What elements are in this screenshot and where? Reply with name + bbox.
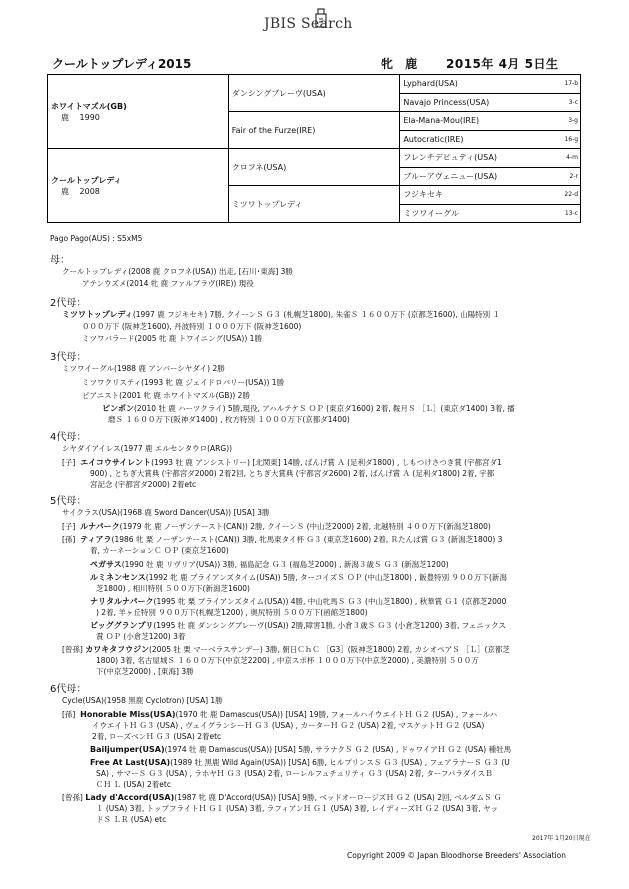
- horse-link[interactable]: Free At Last(USA): [90, 758, 171, 767]
- pedigree-table: [47, 74, 581, 223]
- g3-name: フレンチデピュティ(USA): [403, 153, 497, 163]
- ss-cell[interactable]: [228, 75, 400, 112]
- line-text: (1993 牡 鹿 アンシストリー) [北関東] 14勝, ばんげ賞 Ａ (足利ダ1800) , しもつけさつき賞 (宇都宮ダ1: [151, 458, 502, 467]
- pedigree-line: [90, 572, 507, 583]
- horse-link[interactable]: Honorable Miss(USA): [80, 710, 176, 719]
- tag-great-grandchild: [曾孫]: [62, 645, 83, 654]
- tag-grandchild: [孫]: [62, 710, 76, 719]
- pedigree-line: [62, 709, 497, 720]
- g3-name: フジキセキ: [403, 190, 444, 200]
- pedigree-line: [62, 309, 500, 320]
- family-code: 16-g: [562, 130, 580, 149]
- family-code: 22-d: [562, 186, 580, 205]
- family-code: 3-c: [562, 93, 580, 112]
- pedigree-line: 着, カーネーションＣ ＯＰ (東京芝1600): [90, 546, 229, 555]
- sire-info: 鹿 1990: [61, 112, 100, 122]
- dam-info: 鹿 2008: [61, 186, 100, 196]
- horse-link[interactable]: カワキタフウジン: [85, 645, 149, 654]
- line-text: (2010 牡 鹿 ハーツクライ) 5勝,現役, アハルテケＳ ＯＰ (東京ダ1600) 2着, 鞍月Ｓ ［Ｌ］(東京ダ1400) 3着, 播: [134, 404, 515, 413]
- pedigree-line: ドＳ ＬＲ (USA) etc: [96, 815, 167, 824]
- pedigree-line: [62, 521, 491, 532]
- horse-link[interactable]: ミツワトップレディ: [62, 310, 133, 319]
- pedigree-line: 2着, ローズベンＨ Ｇ３ (USA) 2着etc: [92, 732, 222, 741]
- horse-link[interactable]: ティアラ: [80, 535, 112, 544]
- pedigree-line: ０００万下 (阪神芝1600), 丹波特別 １０００万下 (阪神芝1600): [82, 322, 302, 331]
- line-text: (1997 鹿 フジキセキ) 7勝, クイーンＳ Ｇ３ (札幌芝1800), 朱雀Ｓ １６００万下 (京都芝1600), 山陽特別 １: [132, 310, 500, 319]
- jbis-logo: [264, 4, 374, 38]
- horse-link[interactable]: Lady d'Accord(USA): [85, 793, 175, 802]
- g3-cell[interactable]: [400, 149, 562, 168]
- line-text: (1989 牡 黒鹿 Wild Again(USA)) [USA] 6勝, ヒルプリンスＳ Ｇ３ (USA) , フェアラナーＳ Ｇ３ (U: [170, 758, 510, 767]
- section-4th-dam: 4代母：: [50, 432, 87, 443]
- family-code: 17-b: [562, 75, 580, 94]
- dam-cell[interactable]: [48, 149, 229, 223]
- line-text: (1990 牡 鹿 リヴリア(USA)) 3勝, 福島記念 Ｇ３ (福島芝2000) , 新潟３歳Ｓ Ｇ３ (新潟芝1200): [121, 560, 449, 569]
- pedigree-line: 900) , とちぎ大賞典 (宇都宮ダ2000) 2着2回, とちぎ大賞典 (宇都宮ダ2600) 2着, ばんげ賞 Ａ (足利ダ1800) 2着, 宇都: [90, 469, 495, 478]
- g3-cell[interactable]: [400, 186, 562, 205]
- inbreed-note: Pago Pago(AUS) : S5xM5: [50, 234, 143, 243]
- pedigree-line: 宮記念 (宇都宮ダ2000) 2着etc: [90, 480, 197, 489]
- pedigree-line: [90, 559, 449, 570]
- pedigree-line: [62, 457, 502, 468]
- sd-name: Fair of the Furze(IRE): [231, 125, 316, 135]
- pedigree-line: シヤダイアイレス(1977 鹿 エルセンタウロ(ARG)): [62, 444, 233, 453]
- pedigree-line: 磨Ｓ １６００万下(阪神ダ1400) , 枚方特別 １０００万下(京都ダ1400): [108, 415, 350, 424]
- g3-name: ブルーアヴェニュー(USA): [403, 171, 498, 181]
- pedigree-line: ＣＨ Ｌ (USA) 2着etc: [96, 780, 171, 789]
- pedigree-line: [102, 403, 515, 414]
- section-2nd-dam: 2代母：: [50, 298, 87, 309]
- g3-cell[interactable]: [400, 167, 562, 186]
- section-6th-dam: 6代母：: [50, 684, 87, 695]
- horse-link[interactable]: ビッググランプリ: [90, 621, 154, 630]
- tag-child: [子]: [62, 458, 76, 467]
- g3-cell[interactable]: [400, 75, 562, 94]
- line-text: (1986 牝 栗 ノーザンテースト(CAN)) 3勝, 牝馬東タイ杯 Ｇ３ (東京芝1600) 2着, Ｒたんぱ賞 Ｇ３ (新潟芝1800) 3: [111, 535, 503, 544]
- horse-name: クールトップレディ2015: [52, 57, 192, 71]
- line-text: (1992 牝 鹿 ブライアンズタイム(USA)) 5勝, ターコイズＳ ＯＰ (中山芝1800) , 飯豊特別 ９００万下(新潟: [145, 573, 507, 582]
- pedigree-line: ミツワクリスティ(1993 牝 鹿 ジェイドロバリー(USA)) 1勝: [82, 378, 285, 387]
- pedigree-line: サイクラス(USA)(1968 鹿 Sword Dancer(USA)) [USA] 3勝: [62, 508, 270, 517]
- pedigree-line: ミツワイーグル(1988 鹿 アンバーシヤダイ) 2勝: [62, 364, 225, 373]
- g3-name: Autocratic(IRE): [403, 134, 464, 144]
- ds-cell[interactable]: [228, 149, 400, 186]
- pedigree-line: ) 2着, 羊ヶ丘特別 ９００万下(札幌芝1200) , 奥尻特別 ５００万下(函館芝1800): [96, 608, 368, 617]
- horse-link[interactable]: ピンポン: [102, 404, 134, 413]
- pedigree-line: [62, 792, 501, 803]
- line-text: (1995 牡 鹿 ダンシングブレーヴ(USA)) 2勝,障害1勝, 小倉３歳Ｓ Ｇ３ (小倉芝1200) 3着, フェニックス: [153, 621, 507, 630]
- sire-cell[interactable]: [48, 75, 229, 149]
- section-dam: 母：: [50, 255, 70, 266]
- copyright: Copyright 2009 © Japan Bloodhorse Breeders' Association: [347, 851, 566, 860]
- birth-date: 2015年 4月 5日生: [446, 57, 559, 71]
- as-of-date: 2017年 1月20日現在: [532, 835, 591, 842]
- pedigree-line: Cycle(USA)(1958 黒鹿 Cyclotron) [USA] 1勝: [62, 696, 223, 705]
- g3-cell[interactable]: [400, 93, 562, 112]
- family-code: 4-m: [562, 149, 580, 168]
- family-code: 2-r: [562, 167, 580, 186]
- horse-link[interactable]: ナリタルナパーク: [90, 597, 154, 606]
- dd-name: ミツワトップレディ: [231, 199, 303, 209]
- pedigree-line: 下(中京芝2000) , [東海] 3勝: [96, 667, 194, 676]
- g3-cell[interactable]: [400, 204, 562, 223]
- g3-name: ミツワイーグル: [403, 208, 459, 218]
- pedigree-line: １ (USA) 3着, トップフライトＨ Ｇ１ (USA) 3着, ラフィアンＨ Ｇ１ (USA) 3着, レイディーズＨ Ｇ２ (USA) 3着, ヤッ: [96, 804, 499, 813]
- pedigree-line: [90, 757, 510, 768]
- family-code: 13-c: [562, 204, 580, 223]
- g3-name: Ela-Mana-Mou(IRE): [403, 116, 480, 126]
- title-row: [48, 53, 583, 73]
- pedigree-line: アテンウズメ(2014 牝 鹿 ファルブラヴ(IRE)) 現役: [82, 279, 254, 288]
- line-text: (1987 牝 鹿 D'Accord(USA)) [USA] 9勝, ベッドオーロージズＨ Ｇ２ (USA) 2回, ベルダムＳ Ｇ: [174, 793, 502, 802]
- pedigree-line: [90, 620, 506, 631]
- ds-name: クロフネ(USA): [231, 162, 287, 172]
- pedigree-line: 芝1800) , 相川特別 ５００万下(新潟芝1600): [96, 584, 250, 593]
- pedigree-line: [62, 644, 510, 655]
- horse-link[interactable]: Bailjumper(USA): [90, 745, 165, 754]
- ss-name: ダンシングブレーヴ(USA): [231, 88, 326, 98]
- pedigree-line: ピアニスト(2001 牝 鹿 ホワイトマズル(GB)) 2勝: [82, 391, 250, 400]
- line-text: (2005 牡 栗 マーベラスサンデー) 3勝, 朝日ＣｈＣ ［G3］(阪神芝1800) 2着, カシオペアＳ ［Ｌ］(京都芝: [148, 645, 510, 654]
- g3-cell[interactable]: [400, 130, 562, 149]
- pedigree-line: [90, 596, 506, 607]
- pedigree-line: クールトップレディ(2008 鹿 クロフネ(USA)) 出走, [石川･東海] 3勝: [62, 267, 293, 276]
- line-text: (1970 牝 鹿 Damascus(USA)) [USA] 19勝, フォールハイウエイトＨ Ｇ２ (USA) , フォールハ: [175, 710, 498, 719]
- pedigree-line: 1800) 3着, 名古屋城Ｓ １６００万下(中京芝2200) , 中京スポ杯 １０００万下(中京芝2000) , 美濃特別 ５００万: [96, 656, 479, 665]
- horse-link[interactable]: ルナパーク: [80, 522, 120, 531]
- horse-link[interactable]: エイコウサイレント: [80, 458, 152, 467]
- pedigree-line: ミツワバラード(2005 牝 鹿 トワイニング(USA)) 1勝: [82, 334, 262, 343]
- pedigree-line: 賞 ＯＰ (小倉芝1200) 3着: [96, 632, 186, 641]
- horse-link[interactable]: ルミネンセンス: [90, 573, 146, 582]
- pedigree-line: SA) , サマーＳ Ｇ３ (USA) , ラホヤＨ Ｇ３ (USA) 2着, ローレルフュチュリティ Ｇ３ (USA) 2着, ターフパラダイスＢ: [96, 769, 493, 778]
- family-code: 3-g: [562, 112, 580, 131]
- g3-name: Navajo Princess(USA): [403, 97, 490, 107]
- logo-text: JBIS Search: [264, 16, 353, 32]
- pedigree-line: イウエイトＨ Ｇ３ (USA) , ヴェイグランシーＨ Ｇ３ (USA) , カーターＨ Ｇ２ (USA) 2着, マスケットＨ Ｇ２ (USA): [92, 721, 485, 730]
- dam-name: クールトップレディ: [51, 175, 122, 185]
- tag-grandchild: [孫]: [62, 535, 76, 544]
- section-5th-dam: 5代母：: [50, 496, 87, 507]
- dd-cell[interactable]: [228, 186, 400, 223]
- sd-cell[interactable]: [228, 112, 400, 149]
- horse-link[interactable]: ペガサス: [90, 560, 122, 569]
- pedigree-line: [62, 534, 502, 545]
- sex-color: 牝 鹿: [381, 57, 422, 71]
- line-text: (1979 牝 鹿 ノーザンテースト(CAN)) 2勝, クイーンＳ (中山芝2000) 2着, 北越特別 ４００万下(新潟芝1800): [119, 522, 491, 531]
- line-text: (1995 牝 栗 ブライアンズタイム(USA)) 4勝, 中山牝馬Ｓ Ｇ３ (中山芝1800) , 秋華賞 Ｇ１ (京都芝2000: [153, 597, 507, 606]
- sire-name: ホワイトマズル(GB): [51, 101, 127, 111]
- g3-cell[interactable]: [400, 112, 562, 131]
- section-3rd-dam: 3代母：: [50, 352, 87, 363]
- line-text: (1974 牡 鹿 Damascus(USA)) [USA] 5勝, サラナクＳ Ｇ２ (USA) , ドゥワイアＨ Ｇ２ (USA) 種牡馬: [164, 745, 512, 754]
- pedigree-line: [90, 744, 511, 755]
- g3-name: Lyphard(USA): [403, 79, 458, 89]
- tag-child: [子]: [62, 522, 76, 531]
- tag-great-grandchild: [曾孫]: [62, 793, 83, 802]
